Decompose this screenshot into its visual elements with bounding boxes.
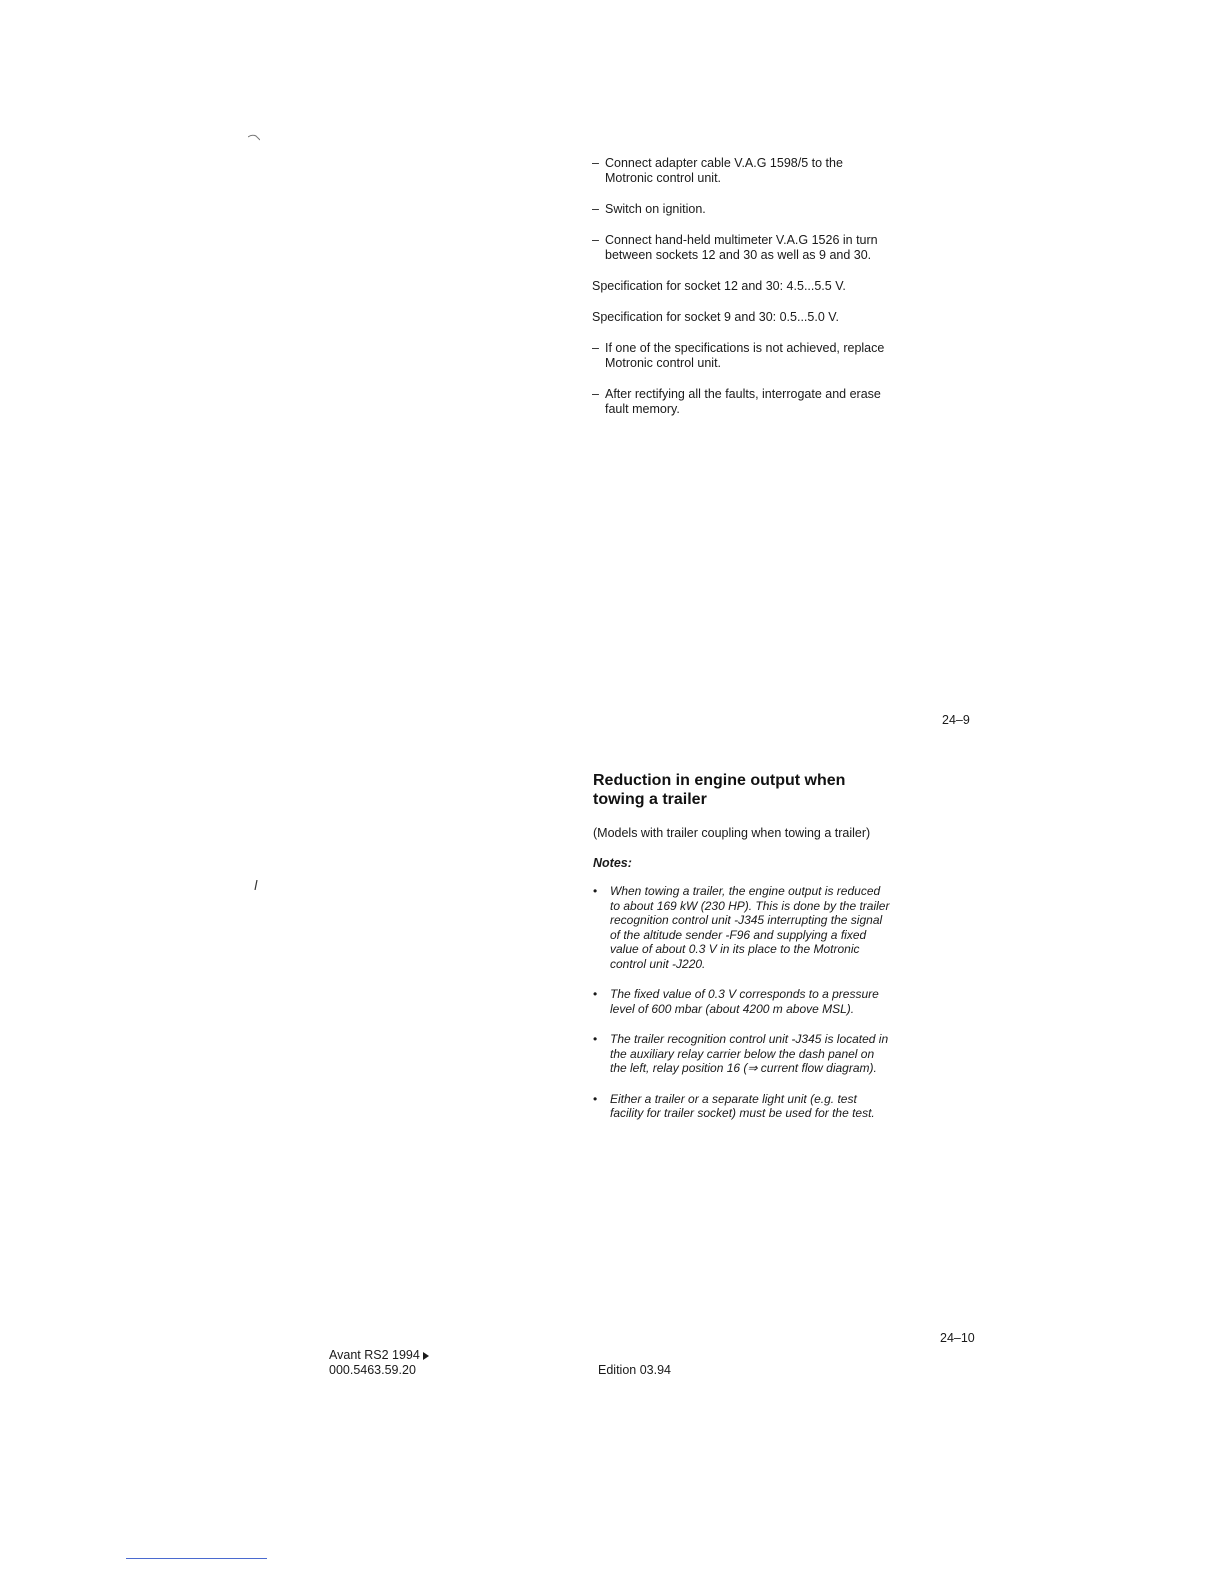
step-connect-adapter: – Connect adapter cable V.A.G 1598/5 to the Motronic control unit. bbox=[592, 156, 892, 186]
note-fixed-value: • The fixed value of 0.3 V corresponds to a pressure level of 600 mbar (about 4200 m above MSL). bbox=[593, 987, 893, 1016]
section-1-steps bbox=[592, 156, 892, 433]
section-subtitle: (Models with trailer coupling when towing a trailer) bbox=[593, 826, 871, 840]
step-replace-unit: – If one of the specifications is not achieved, replace Motronic control unit. bbox=[592, 341, 892, 371]
spec-socket-12-30: Specification for socket 12 and 30: 4.5...5.5 V. bbox=[592, 279, 846, 293]
notes-list bbox=[593, 884, 893, 1137]
footer-model-info bbox=[329, 1348, 429, 1378]
spec-socket-9-30: Specification for socket 9 and 30: 0.5...5.0 V. bbox=[592, 310, 839, 324]
scan-mark-mid bbox=[254, 877, 258, 887]
note-engine-output: • When towing a trailer, the engine output is reduced to about 169 kW (230 HP). This is done by the trailer recognition control unit -J345 interrupting the signal of the altitude sender -F96 and supplying a fixed value of about 0.3 V in its place to the Motronic control unit -J220. bbox=[593, 884, 893, 971]
page-number-24-9: 24–9 bbox=[942, 713, 970, 727]
section-heading: Reduction in engine output when towing a trailer bbox=[593, 772, 846, 808]
arrow-right-icon bbox=[423, 1352, 429, 1360]
note-control-unit-location: • The trailer recognition control unit -J345 is located in the auxiliary relay carrier below the dash panel on the left, relay position 16 (⇒ current flow diagram). bbox=[593, 1032, 893, 1076]
note-trailer-test: • Either a trailer or a separate light unit (e.g. test facility for trailer socket) must be used for the test. bbox=[593, 1092, 893, 1121]
footer-edition: Edition 03.94 bbox=[598, 1363, 671, 1377]
footer-part-number: 000.5463.59.20 bbox=[329, 1363, 416, 1377]
notes-label: Notes: bbox=[593, 856, 632, 870]
step-switch-ignition: – Switch on ignition. bbox=[592, 202, 892, 217]
scan-mark-top bbox=[248, 128, 260, 136]
bottom-divider bbox=[126, 1558, 267, 1559]
step-erase-memory: – After rectifying all the faults, interrogate and erase fault memory. bbox=[592, 387, 892, 417]
page-number-24-10: 24–10 bbox=[940, 1331, 975, 1345]
footer-model: Avant RS2 1994 bbox=[329, 1348, 420, 1362]
step-connect-multimeter: – Connect hand-held multimeter V.A.G 1526 in turn between sockets 12 and 30 as well as 9 and 30. bbox=[592, 233, 892, 263]
